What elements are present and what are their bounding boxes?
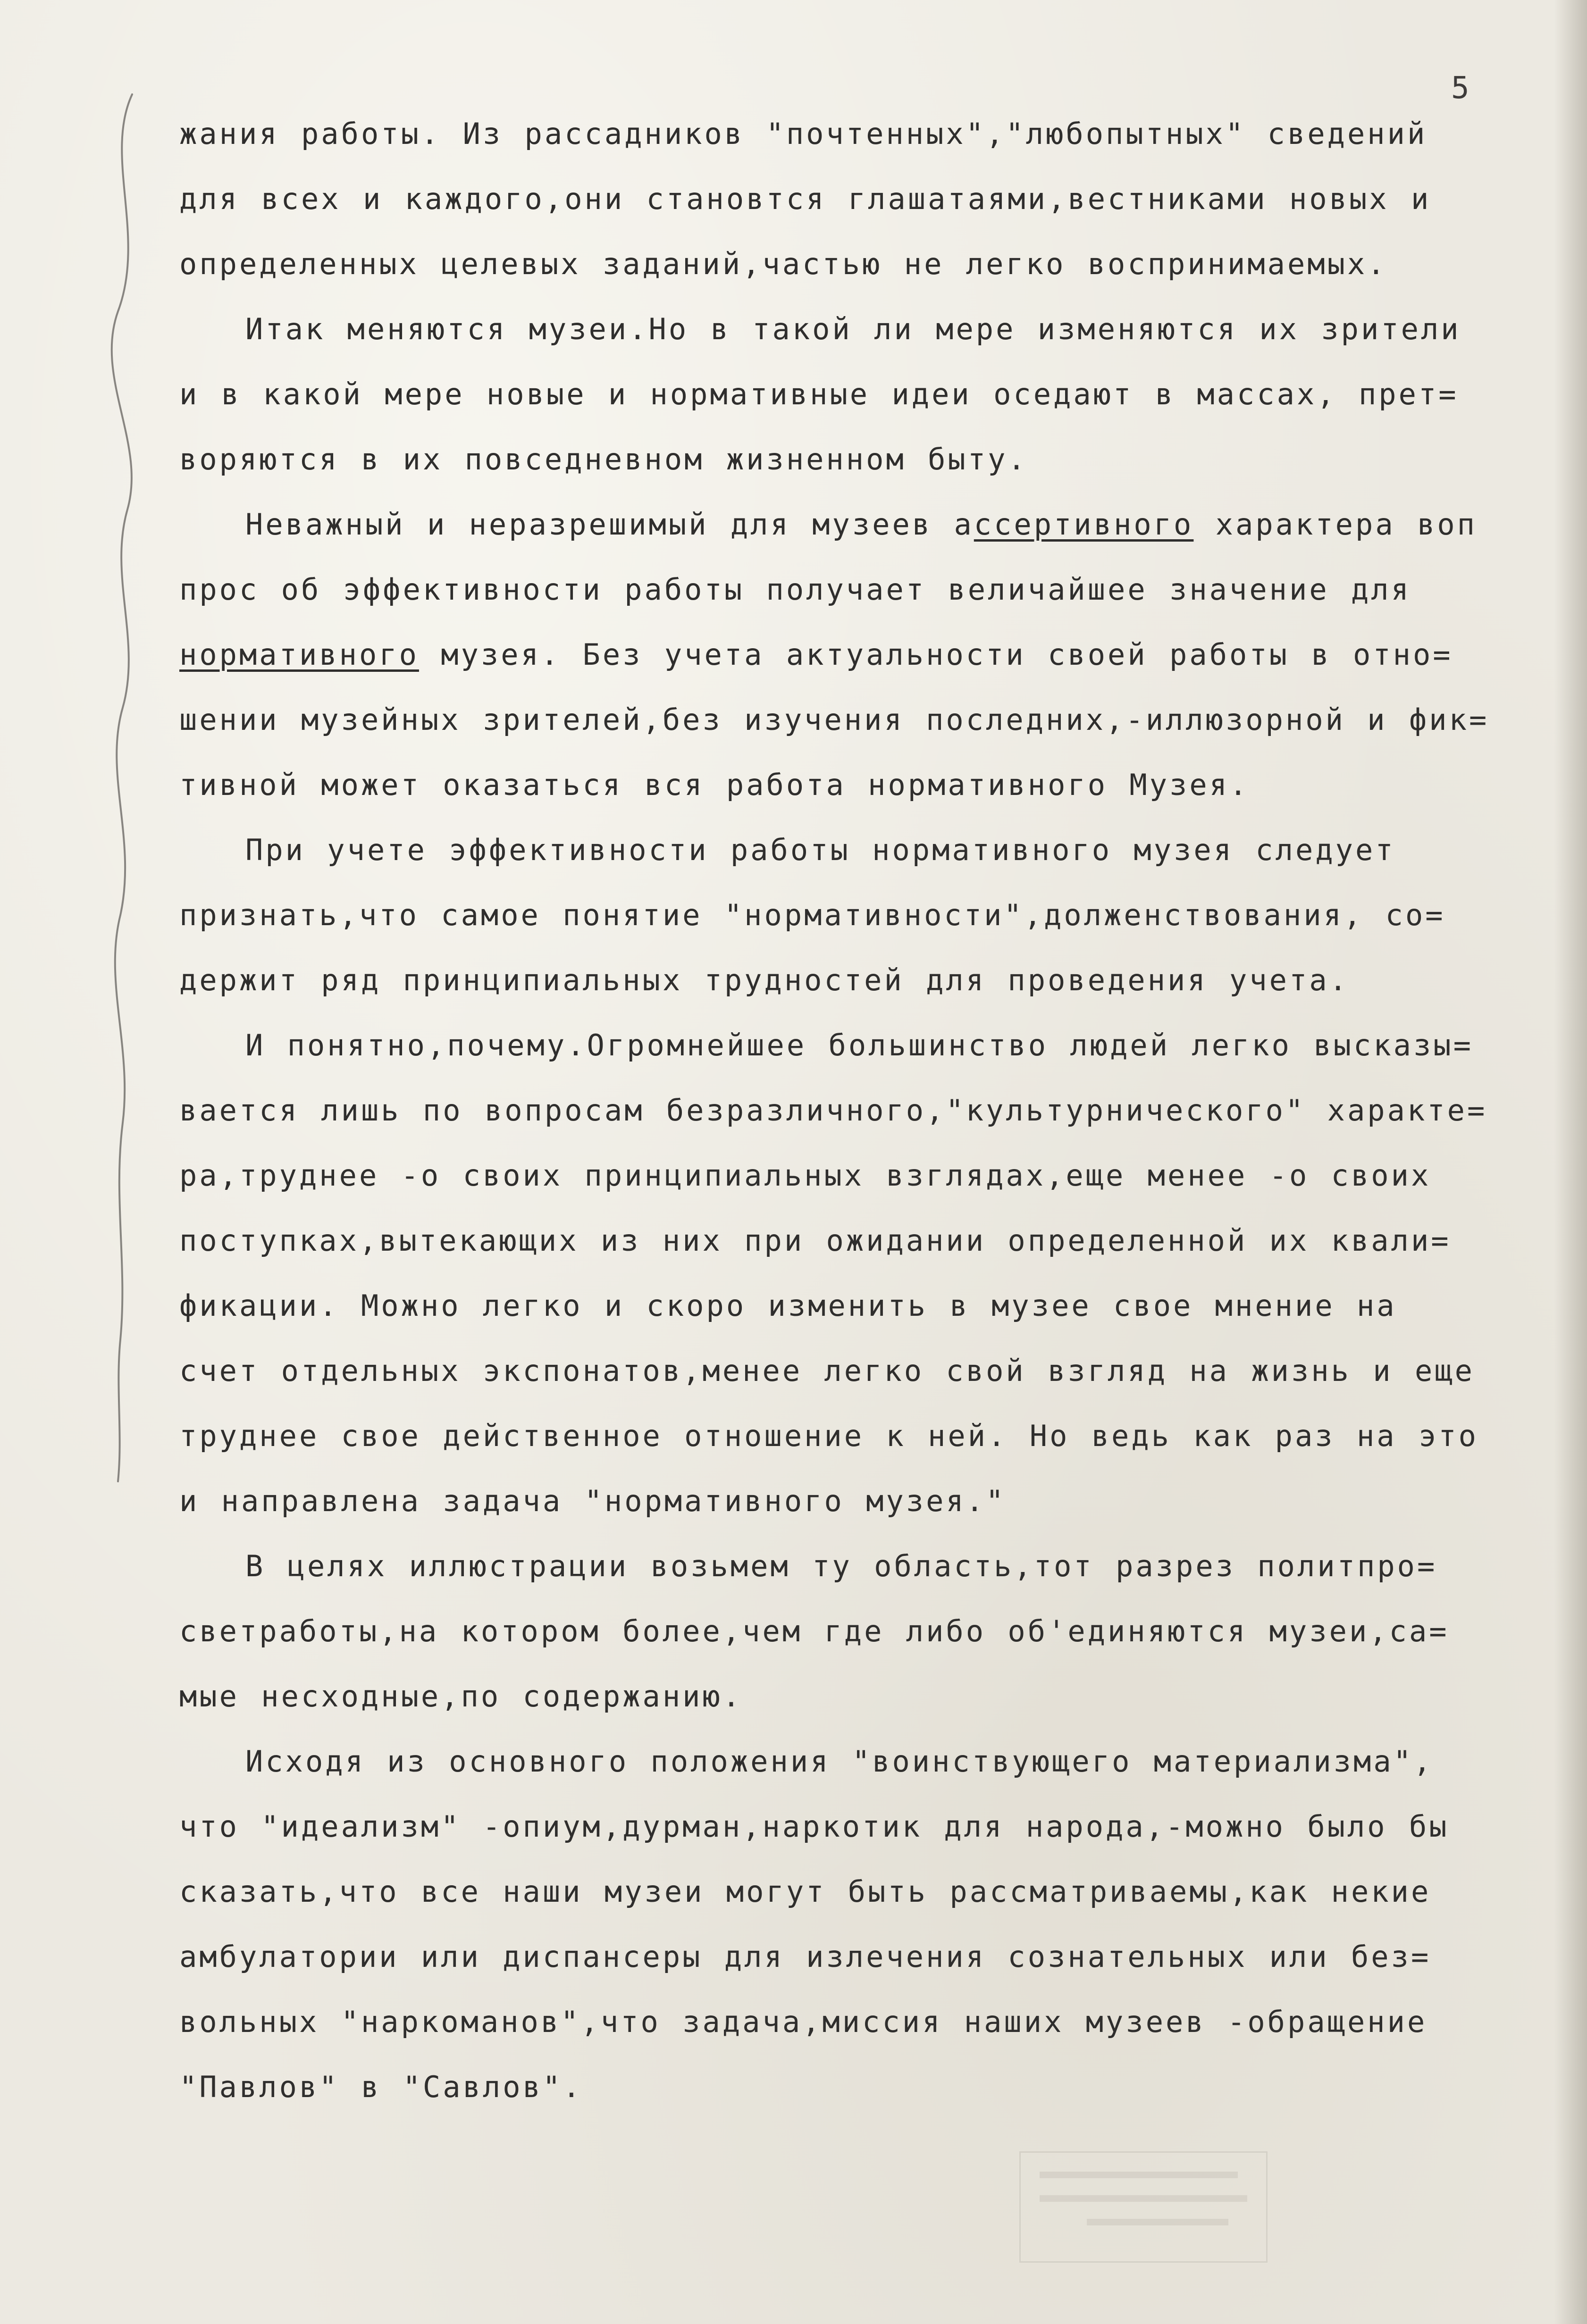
text-segment: характера воп: [1193, 507, 1477, 542]
text-line: поступках,вытекающих из них при ожидании определенной их квали=: [179, 1223, 1451, 1258]
text-line: держит ряд принципиальных трудностей для проведения учета.: [179, 963, 1349, 997]
faded-archive-stamp: [1019, 2151, 1268, 2263]
text-line: светработы,на котором более,чем где либо об'единяются музеи,са=: [179, 1614, 1449, 1648]
text-line: амбулатории или диспансеры для излечения сознательных или без=: [179, 1939, 1431, 1974]
text-line: мые несходные,по содержанию.: [179, 1679, 743, 1714]
text-line: определенных целевых заданий,частью не легко воспринимаемых.: [179, 247, 1387, 281]
typewritten-text: [179, 101, 1538, 2120]
text-line: что "идеализм" -опиум,дурман,наркотик для народа,-можно было бы: [179, 1809, 1449, 1844]
text-line: При учете эффективности работы нормативного музея следует: [245, 833, 1395, 867]
text-segment: Неважный и неразрешимый для музеев а: [245, 507, 974, 542]
text-line: и в какой мере новые и нормативные идеи оседают в массах, прет=: [179, 377, 1459, 411]
text-line: Исходя из основного положения "воинствующего материализма",: [245, 1744, 1434, 1779]
text-line: вольных "наркоманов",что задача,миссия наших музеев -обращение: [179, 2005, 1427, 2039]
text-line: шении музейных зрителей,без изучения последних,-иллюзорной и фик=: [179, 702, 1489, 737]
text-line: сказать,что все наши музеи могут быть рассматриваемы,как некие: [179, 1874, 1431, 1909]
text-line: ра,труднее -о своих принципиальных взглядах,еще менее -о своих: [179, 1158, 1431, 1193]
margin-bracket-mark: [76, 85, 170, 1500]
text-line: труднее свое действенное отношение к ней. Но ведь как раз на это: [179, 1419, 1478, 1453]
text-line: И понятно,почему.Огромнейшее большинство людей легко высказы=: [245, 1028, 1473, 1062]
page-number: 5: [1451, 71, 1470, 106]
text-line: "Павлов" в "Савлов".: [179, 2070, 583, 2104]
text-line: [179, 622, 1538, 687]
text-line: признать,что самое понятие "нормативности",долженствования, со=: [179, 898, 1445, 932]
text-line: Итак меняются музеи.Но в такой ли мере изменяются их зрители: [245, 312, 1461, 346]
text-segment: музея. Без учета актуальности своей работы в отно=: [419, 637, 1453, 672]
text-line: вается лишь по вопросам безразличного,"культурнического" характе=: [179, 1093, 1487, 1128]
underlined-term: нормативного: [179, 637, 419, 672]
page-edge-shadow: [1554, 0, 1587, 2324]
underlined-term: ссертивного: [974, 507, 1194, 542]
text-line: счет отдельных экспонатов,менее легко свой взгляд на жизнь и еще: [179, 1354, 1475, 1388]
text-line: и направлена задача "нормативного музея.": [179, 1484, 1006, 1518]
text-line: тивной может оказаться вся работа нормативного Музея.: [179, 768, 1250, 802]
text-line: жания работы. Из рассадников "почтенных","любопытных" сведений: [179, 117, 1427, 151]
text-line: для всех и каждого,они становтся глашатаями,вестниками новых и: [179, 182, 1431, 216]
text-line: [179, 492, 1538, 557]
text-line: фикации. Можно легко и скоро изменить в музее свое мнение на: [179, 1288, 1397, 1323]
text-line: прос об эффективности работы получает величайшее значение для: [179, 572, 1411, 607]
text-line: В целях иллюстрации возьмем ту область,тот разрез политпро=: [245, 1549, 1437, 1583]
text-line: воряются в их повседневном жизненном быту.: [179, 442, 1028, 477]
